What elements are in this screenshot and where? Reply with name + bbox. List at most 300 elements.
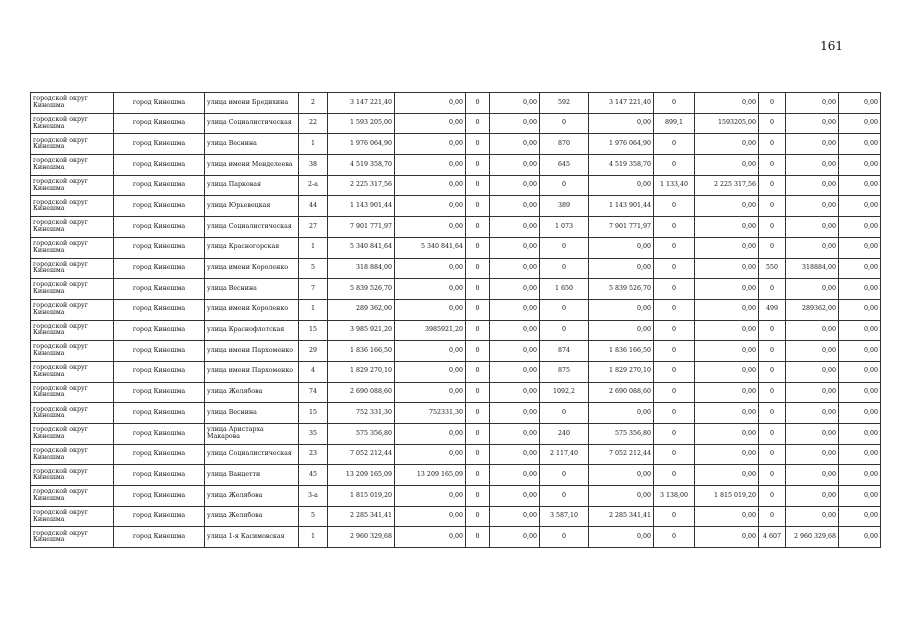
- cost-cell: 0,00: [490, 403, 540, 424]
- cost-cell: 0,00: [786, 465, 839, 486]
- area-cell: 240: [540, 424, 589, 445]
- area-cell: 0: [759, 175, 786, 196]
- house-number-cell: 7: [299, 279, 328, 300]
- cost-cell: 0,00: [395, 93, 466, 114]
- cost-cell: 0,00: [490, 134, 540, 155]
- municipality-cell: городской округ Кинешма: [31, 486, 114, 507]
- cost-cell: 0,00: [786, 320, 839, 341]
- cost-cell: 0,00: [490, 361, 540, 382]
- street-cell: улица Социалистическая: [205, 444, 299, 465]
- count-cell: 0: [466, 237, 490, 258]
- cost-cell: 0,00: [395, 134, 466, 155]
- cost-cell: 7 901 771,97: [589, 217, 654, 238]
- area-cell: 0: [759, 113, 786, 134]
- count-cell: 0: [466, 424, 490, 445]
- municipality-cell: городской округ Кинешма: [31, 113, 114, 134]
- area-cell: 3 587,10: [540, 506, 589, 527]
- municipality-cell: городской округ Кинешма: [31, 93, 114, 114]
- cost-cell: 0,00: [695, 382, 759, 403]
- count-cell: 0: [466, 506, 490, 527]
- area-cell: 0: [759, 382, 786, 403]
- cost-cell: 0,00: [839, 279, 881, 300]
- cost-cell: 1 143 901,44: [589, 196, 654, 217]
- cost-cell: 0,00: [839, 486, 881, 507]
- total-cost-cell: 4 519 358,70: [328, 155, 395, 176]
- area-cell: 0: [654, 424, 695, 445]
- cost-cell: 575 356,80: [589, 424, 654, 445]
- cost-cell: 0,00: [695, 93, 759, 114]
- cost-cell: 1 976 064,90: [589, 134, 654, 155]
- street-cell: улица Юрьевецкая: [205, 196, 299, 217]
- cost-cell: 0,00: [695, 320, 759, 341]
- house-number-cell: 1: [299, 134, 328, 155]
- cost-cell: 0,00: [395, 506, 466, 527]
- cost-cell: 0,00: [695, 403, 759, 424]
- municipality-cell: городской округ Кинешма: [31, 217, 114, 238]
- area-cell: 1092,2: [540, 382, 589, 403]
- area-cell: 592: [540, 93, 589, 114]
- total-cost-cell: 3 147 221,40: [328, 93, 395, 114]
- cost-cell: 0,00: [490, 465, 540, 486]
- count-cell: 0: [466, 403, 490, 424]
- count-cell: 0: [466, 299, 490, 320]
- cost-cell: 0,00: [490, 424, 540, 445]
- settlement-cell: город Кинешма: [114, 196, 205, 217]
- cost-cell: 0,00: [589, 237, 654, 258]
- table-row: [31, 175, 881, 196]
- count-cell: 0: [466, 382, 490, 403]
- cost-cell: 0,00: [589, 299, 654, 320]
- municipality-cell: городской округ Кинешма: [31, 196, 114, 217]
- street-cell: улица имени Пархоменко: [205, 361, 299, 382]
- total-cost-cell: 7 901 771,97: [328, 217, 395, 238]
- municipality-cell: городской округ Кинешма: [31, 465, 114, 486]
- cost-cell: 0,00: [695, 527, 759, 548]
- cost-cell: 13 209 165,09: [395, 465, 466, 486]
- table-row: [31, 93, 881, 114]
- table-row: [31, 113, 881, 134]
- cost-cell: 3985921,20: [395, 320, 466, 341]
- house-number-cell: 45: [299, 465, 328, 486]
- cost-cell: 0,00: [490, 196, 540, 217]
- page-number: 161: [820, 39, 843, 53]
- cost-cell: 0,00: [839, 113, 881, 134]
- area-cell: 0: [759, 486, 786, 507]
- cost-cell: 0,00: [695, 465, 759, 486]
- house-number-cell: 1: [299, 527, 328, 548]
- area-cell: 0: [759, 465, 786, 486]
- cost-cell: 0,00: [490, 113, 540, 134]
- cost-cell: 0,00: [695, 237, 759, 258]
- cost-cell: 752331,30: [395, 403, 466, 424]
- municipality-cell: городской округ Кинешма: [31, 403, 114, 424]
- street-cell: улица Краснофлотская: [205, 320, 299, 341]
- street-cell: улица Парковая: [205, 175, 299, 196]
- cost-cell: 0,00: [786, 506, 839, 527]
- area-cell: 0: [654, 217, 695, 238]
- cost-cell: 0,00: [839, 444, 881, 465]
- area-cell: 0: [540, 403, 589, 424]
- area-cell: 0: [759, 134, 786, 155]
- area-cell: 0: [654, 403, 695, 424]
- cost-cell: 0,00: [695, 217, 759, 238]
- cost-cell: 0,00: [839, 506, 881, 527]
- municipality-cell: городской округ Кинешма: [31, 320, 114, 341]
- area-cell: 0: [654, 341, 695, 362]
- count-cell: 0: [466, 258, 490, 279]
- area-cell: 3 138,00: [654, 486, 695, 507]
- street-cell: улица Веснина: [205, 279, 299, 300]
- cost-cell: 0,00: [395, 486, 466, 507]
- cost-cell: 0,00: [786, 424, 839, 445]
- cost-cell: 0,00: [589, 527, 654, 548]
- total-cost-cell: 752 331,30: [328, 403, 395, 424]
- area-cell: 0: [654, 361, 695, 382]
- cost-cell: 0,00: [786, 113, 839, 134]
- cost-cell: 0,00: [695, 341, 759, 362]
- cost-cell: 0,00: [490, 258, 540, 279]
- cost-cell: 0,00: [786, 237, 839, 258]
- total-cost-cell: 289 362,00: [328, 299, 395, 320]
- cost-cell: 0,00: [490, 527, 540, 548]
- cost-cell: 0,00: [490, 217, 540, 238]
- cost-cell: 3 147 221,40: [589, 93, 654, 114]
- cost-cell: 0,00: [695, 299, 759, 320]
- cost-cell: 5 839 526,70: [589, 279, 654, 300]
- street-cell: улица Красногорская: [205, 237, 299, 258]
- cost-cell: 0,00: [786, 486, 839, 507]
- cost-cell: 0,00: [395, 444, 466, 465]
- total-cost-cell: 575 356,80: [328, 424, 395, 445]
- cost-cell: 0,00: [695, 155, 759, 176]
- cost-cell: 0,00: [490, 93, 540, 114]
- settlement-cell: город Кинешма: [114, 382, 205, 403]
- area-cell: 0: [654, 258, 695, 279]
- area-cell: 0: [654, 444, 695, 465]
- house-number-cell: 38: [299, 155, 328, 176]
- cost-cell: 0,00: [490, 382, 540, 403]
- cost-cell: 0,00: [839, 361, 881, 382]
- count-cell: 0: [466, 444, 490, 465]
- area-cell: 0: [759, 320, 786, 341]
- area-cell: 0: [759, 196, 786, 217]
- settlement-cell: город Кинешма: [114, 361, 205, 382]
- settlement-cell: город Кинешма: [114, 527, 205, 548]
- house-number-cell: 22: [299, 113, 328, 134]
- cost-cell: 0,00: [786, 382, 839, 403]
- table-row: [31, 217, 881, 238]
- cost-cell: 2 225 317,56: [695, 175, 759, 196]
- settlement-cell: город Кинешма: [114, 465, 205, 486]
- street-cell: улица Аристарха Макарова: [205, 424, 299, 445]
- cost-cell: 0,00: [786, 93, 839, 114]
- cost-cell: 0,00: [589, 320, 654, 341]
- count-cell: 0: [466, 320, 490, 341]
- house-number-cell: 15: [299, 320, 328, 341]
- cost-cell: 1 815 019,20: [695, 486, 759, 507]
- table-row: [31, 155, 881, 176]
- street-cell: улица Социалистическая: [205, 217, 299, 238]
- municipality-cell: городской округ Кинешма: [31, 424, 114, 445]
- municipality-cell: городской округ Кинешма: [31, 134, 114, 155]
- total-cost-cell: 1 815 019,20: [328, 486, 395, 507]
- settlement-cell: город Кинешма: [114, 506, 205, 527]
- total-cost-cell: 1 976 064,90: [328, 134, 395, 155]
- table-row: [31, 486, 881, 507]
- cost-cell: 0,00: [839, 175, 881, 196]
- area-cell: 0: [654, 279, 695, 300]
- street-cell: улица Ванцетти: [205, 465, 299, 486]
- settlement-cell: город Кинешма: [114, 424, 205, 445]
- settlement-cell: город Кинешма: [114, 444, 205, 465]
- cost-cell: 0,00: [839, 299, 881, 320]
- street-cell: улица Желябова: [205, 382, 299, 403]
- cost-cell: 0,00: [786, 444, 839, 465]
- table-row: [31, 279, 881, 300]
- cost-cell: 0,00: [395, 527, 466, 548]
- cost-cell: 2 690 088,60: [589, 382, 654, 403]
- cost-cell: 0,00: [395, 196, 466, 217]
- house-number-cell: 3-а: [299, 486, 328, 507]
- settlement-cell: город Кинешма: [114, 258, 205, 279]
- area-cell: 0: [654, 527, 695, 548]
- area-cell: 0: [654, 237, 695, 258]
- count-cell: 0: [466, 93, 490, 114]
- table-row: [31, 341, 881, 362]
- cost-cell: 0,00: [786, 217, 839, 238]
- total-cost-cell: 5 340 841,64: [328, 237, 395, 258]
- table-row: [31, 382, 881, 403]
- cost-cell: 0,00: [839, 155, 881, 176]
- cost-cell: 0,00: [589, 258, 654, 279]
- municipality-cell: городской округ Кинешма: [31, 382, 114, 403]
- cost-cell: 0,00: [839, 134, 881, 155]
- area-cell: 1 073: [540, 217, 589, 238]
- municipality-cell: городской округ Кинешма: [31, 527, 114, 548]
- area-cell: 0: [759, 506, 786, 527]
- settlement-cell: город Кинешма: [114, 279, 205, 300]
- settlement-cell: город Кинешма: [114, 175, 205, 196]
- cost-cell: 0,00: [839, 341, 881, 362]
- cost-cell: 0,00: [839, 403, 881, 424]
- count-cell: 0: [466, 361, 490, 382]
- area-cell: 875: [540, 361, 589, 382]
- count-cell: 0: [466, 279, 490, 300]
- table-row: [31, 299, 881, 320]
- house-number-cell: 29: [299, 341, 328, 362]
- count-cell: 0: [466, 155, 490, 176]
- house-number-cell: 44: [299, 196, 328, 217]
- cost-cell: 0,00: [395, 175, 466, 196]
- cost-cell: 0,00: [786, 196, 839, 217]
- municipality-cell: городской округ Кинешма: [31, 237, 114, 258]
- table-row: [31, 237, 881, 258]
- settlement-cell: город Кинешма: [114, 237, 205, 258]
- cost-cell: 0,00: [589, 113, 654, 134]
- cost-cell: 0,00: [786, 279, 839, 300]
- street-cell: улица Желябова: [205, 486, 299, 507]
- municipality-cell: городской округ Кинешма: [31, 299, 114, 320]
- area-cell: 0: [654, 196, 695, 217]
- total-cost-cell: 13 209 165,09: [328, 465, 395, 486]
- cost-cell: 0,00: [695, 258, 759, 279]
- municipality-cell: городской округ Кинешма: [31, 279, 114, 300]
- settlement-cell: город Кинешма: [114, 93, 205, 114]
- data-table: [30, 92, 881, 548]
- area-cell: 0: [540, 113, 589, 134]
- table-row: [31, 196, 881, 217]
- table-row: [31, 361, 881, 382]
- area-cell: 389: [540, 196, 589, 217]
- cost-cell: 1593205,00: [695, 113, 759, 134]
- area-cell: 870: [540, 134, 589, 155]
- area-cell: 0: [540, 175, 589, 196]
- house-number-cell: 1: [299, 299, 328, 320]
- cost-cell: 0,00: [395, 155, 466, 176]
- house-number-cell: 35: [299, 424, 328, 445]
- cost-cell: 0,00: [490, 299, 540, 320]
- municipality-cell: городской округ Кинешма: [31, 341, 114, 362]
- cost-cell: 0,00: [839, 465, 881, 486]
- cost-cell: 0,00: [786, 134, 839, 155]
- cost-cell: 0,00: [786, 361, 839, 382]
- house-number-cell: 5: [299, 258, 328, 279]
- total-cost-cell: 3 985 921,20: [328, 320, 395, 341]
- area-cell: 0: [654, 465, 695, 486]
- street-cell: улица Веснина: [205, 134, 299, 155]
- cost-cell: 0,00: [839, 527, 881, 548]
- street-cell: улица имени Короленко: [205, 299, 299, 320]
- cost-cell: 0,00: [589, 403, 654, 424]
- cost-cell: 0,00: [395, 279, 466, 300]
- table-row: [31, 465, 881, 486]
- house-number-cell: 1: [299, 237, 328, 258]
- total-cost-cell: 2 285 341,41: [328, 506, 395, 527]
- settlement-cell: город Кинешма: [114, 134, 205, 155]
- municipality-cell: городской округ Кинешма: [31, 175, 114, 196]
- table-row: [31, 424, 881, 445]
- cost-cell: 0,00: [786, 175, 839, 196]
- total-cost-cell: 7 052 212,44: [328, 444, 395, 465]
- area-cell: 0: [654, 134, 695, 155]
- cost-cell: 2 285 341,41: [589, 506, 654, 527]
- cost-cell: 0,00: [589, 486, 654, 507]
- cost-cell: 0,00: [839, 237, 881, 258]
- total-cost-cell: 1 143 901,44: [328, 196, 395, 217]
- cost-cell: 289362,00: [786, 299, 839, 320]
- count-cell: 0: [466, 196, 490, 217]
- area-cell: 899,1: [654, 113, 695, 134]
- area-cell: 0: [759, 361, 786, 382]
- count-cell: 0: [466, 486, 490, 507]
- cost-cell: 0,00: [395, 382, 466, 403]
- cost-cell: 0,00: [695, 506, 759, 527]
- settlement-cell: город Кинешма: [114, 155, 205, 176]
- cost-cell: 1 836 166,50: [589, 341, 654, 362]
- cost-cell: 0,00: [490, 444, 540, 465]
- cost-cell: 318884,00: [786, 258, 839, 279]
- settlement-cell: город Кинешма: [114, 320, 205, 341]
- count-cell: 0: [466, 217, 490, 238]
- table-row: [31, 506, 881, 527]
- cost-cell: 0,00: [786, 341, 839, 362]
- count-cell: 0: [466, 527, 490, 548]
- municipality-cell: городской округ Кинешма: [31, 444, 114, 465]
- area-cell: 0: [540, 486, 589, 507]
- area-cell: 0: [759, 217, 786, 238]
- area-cell: 0: [759, 403, 786, 424]
- settlement-cell: город Кинешма: [114, 113, 205, 134]
- total-cost-cell: 2 960 329,68: [328, 527, 395, 548]
- table-row: [31, 258, 881, 279]
- house-number-cell: 15: [299, 403, 328, 424]
- total-cost-cell: 1 829 270,10: [328, 361, 395, 382]
- cost-cell: 0,00: [695, 444, 759, 465]
- table-row: [31, 527, 881, 548]
- settlement-cell: город Кинешма: [114, 217, 205, 238]
- house-number-cell: 2: [299, 93, 328, 114]
- total-cost-cell: 318 884,00: [328, 258, 395, 279]
- settlement-cell: город Кинешма: [114, 299, 205, 320]
- area-cell: 499: [759, 299, 786, 320]
- cost-cell: 0,00: [695, 279, 759, 300]
- house-number-cell: 74: [299, 382, 328, 403]
- house-number-cell: 2-а: [299, 175, 328, 196]
- cost-cell: 0,00: [839, 382, 881, 403]
- cost-cell: 0,00: [695, 361, 759, 382]
- table-row: [31, 403, 881, 424]
- cost-cell: 0,00: [395, 341, 466, 362]
- settlement-cell: город Кинешма: [114, 486, 205, 507]
- cost-cell: 0,00: [395, 299, 466, 320]
- street-cell: улица 1-я Касимовская: [205, 527, 299, 548]
- cost-cell: 4 519 358,70: [589, 155, 654, 176]
- cost-cell: 0,00: [786, 403, 839, 424]
- cost-cell: 0,00: [395, 217, 466, 238]
- cost-cell: 0,00: [490, 341, 540, 362]
- cost-cell: 0,00: [695, 134, 759, 155]
- area-cell: 0: [654, 155, 695, 176]
- cost-cell: 0,00: [695, 424, 759, 445]
- cost-cell: 0,00: [395, 258, 466, 279]
- area-cell: 0: [759, 155, 786, 176]
- table-row: [31, 320, 881, 341]
- total-cost-cell: 1 593 205,00: [328, 113, 395, 134]
- count-cell: 0: [466, 113, 490, 134]
- municipality-cell: городской округ Кинешма: [31, 506, 114, 527]
- house-number-cell: 4: [299, 361, 328, 382]
- settlement-cell: город Кинешма: [114, 341, 205, 362]
- municipality-cell: городской округ Кинешма: [31, 258, 114, 279]
- total-cost-cell: 1 836 166,50: [328, 341, 395, 362]
- cost-cell: 0,00: [839, 93, 881, 114]
- area-cell: 0: [654, 299, 695, 320]
- cost-cell: 0,00: [490, 506, 540, 527]
- street-cell: улица Желябова: [205, 506, 299, 527]
- cost-cell: 0,00: [589, 175, 654, 196]
- area-cell: 0: [654, 320, 695, 341]
- house-number-cell: 5: [299, 506, 328, 527]
- area-cell: 0: [540, 258, 589, 279]
- area-cell: 0: [540, 237, 589, 258]
- total-cost-cell: 2 690 088,60: [328, 382, 395, 403]
- cost-cell: 0,00: [490, 279, 540, 300]
- cost-cell: 0,00: [839, 424, 881, 445]
- area-cell: 0: [654, 382, 695, 403]
- count-cell: 0: [466, 175, 490, 196]
- cost-cell: 5 340 841,64: [395, 237, 466, 258]
- area-cell: 0: [759, 444, 786, 465]
